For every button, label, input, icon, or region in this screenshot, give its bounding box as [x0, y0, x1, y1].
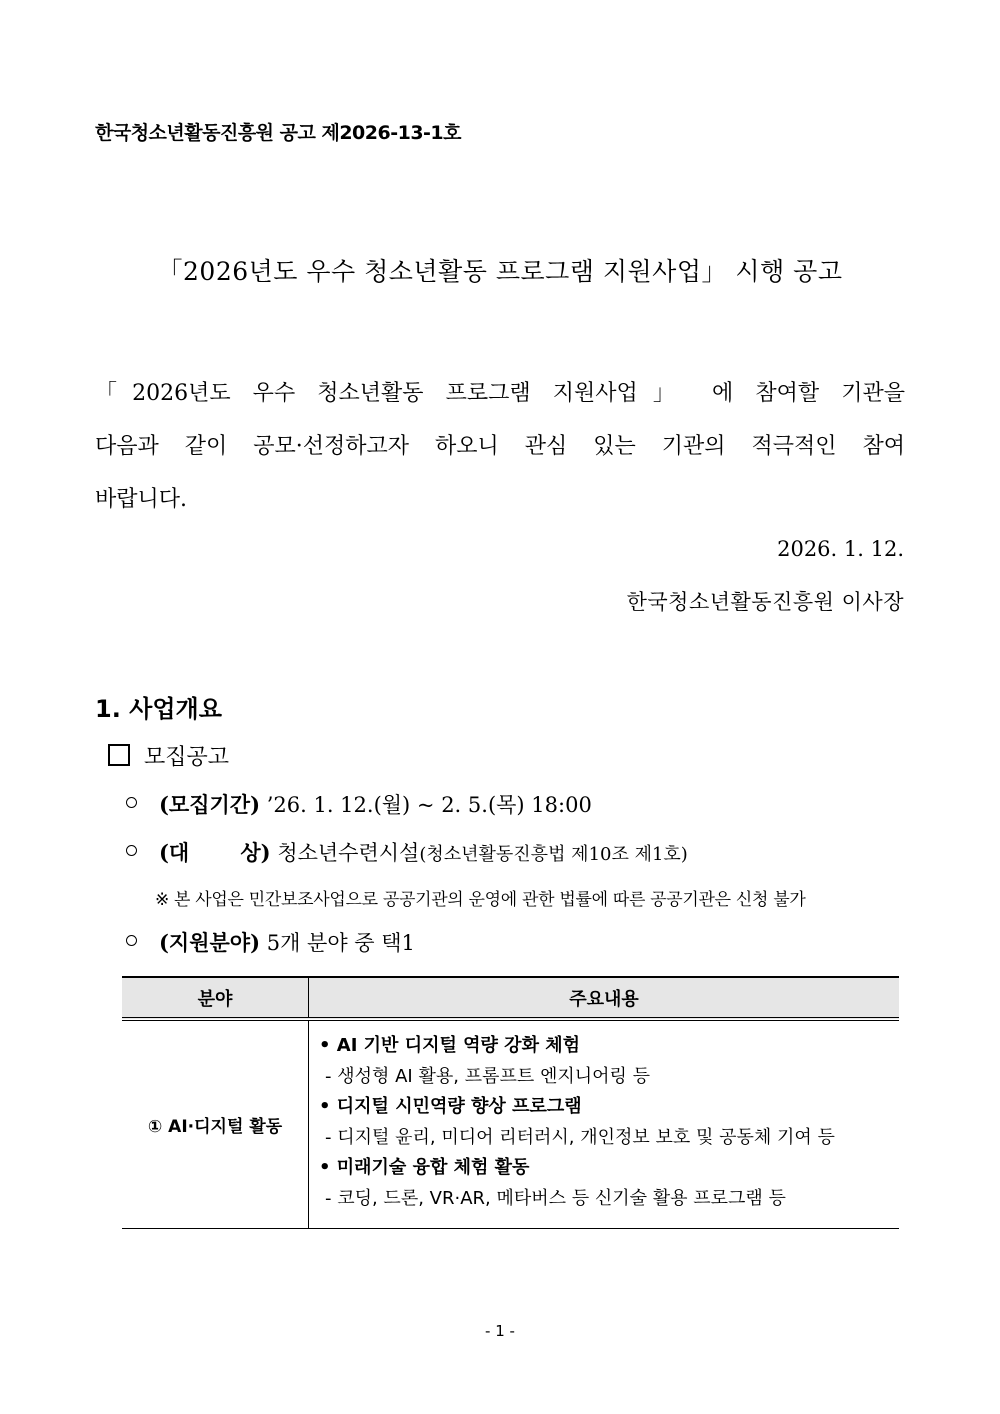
issuer: 한국청소년활동진흥원 이사장: [626, 590, 904, 614]
item-label: (대 상): [159, 840, 271, 865]
content-item-title: • 미래기술 융합 체험 활동: [319, 1157, 530, 1178]
eligibility-note: ※ 본 사업은 민간보조사업으로 공공기관의 운영에 관한 법률에 따른 공공기관은 신청 불가: [155, 890, 806, 910]
table-row: [122, 1019, 899, 1229]
content-item-title: • AI 기반 디지털 역량 강화 체험: [319, 1035, 580, 1056]
column-header: 주요내용: [309, 977, 900, 1019]
content-item-title: • 디지털 시민역량 향상 프로그램: [319, 1096, 582, 1117]
circle-bullet-icon: [126, 797, 137, 808]
section-heading: 1. 사업개요: [95, 695, 222, 723]
support-field-item: [126, 927, 415, 957]
target-item: [126, 837, 688, 867]
intro-line: 바랍니다.: [95, 487, 188, 512]
intro-line: 「2026년도 우수 청소년활동 프로그램 지원사업」 에 참여할 기관을: [95, 381, 905, 406]
item-label: (모집기간): [159, 792, 261, 817]
circle-bullet-icon: [126, 935, 137, 946]
recruit-period-item: [126, 789, 592, 819]
notice-number: 한국청소년활동진흥원 공고 제2026-13-1호: [95, 122, 461, 144]
content-cell: [309, 1019, 900, 1229]
intro-line: 다음과 같이 공모·선정하고자 하오니 관심 있는 기관의 적극적인 참여: [95, 434, 905, 459]
page-number: - 1 -: [485, 1322, 515, 1340]
sub-section-heading: [108, 740, 229, 771]
item-value-note: (청소년활동진흥법 제10조 제1호): [419, 844, 688, 865]
column-header: 분야: [122, 977, 309, 1019]
sub-section-label: 모집공고: [144, 745, 230, 770]
content-item-desc: - 코딩, 드론, VR·AR, 메타버스 등 신기술 활용 프로그램 등: [325, 1187, 786, 1209]
support-field-table: [122, 976, 899, 1229]
item-value: 5개 분야 중 택1: [266, 931, 415, 955]
notice-date: 2026. 1. 12.: [777, 537, 904, 561]
table-header-row: [122, 977, 899, 1019]
checkbox-square-icon: [108, 744, 130, 766]
circle-bullet-icon: [126, 845, 137, 856]
item-value: ’26. 1. 12.(월) ~ 2. 5.(목) 18:00: [266, 793, 592, 817]
field-name-cell: ① AI·디지털 활동: [122, 1019, 309, 1229]
document-title: 「2026년도 우수 청소년활동 프로그램 지원사업」 시행 공고: [157, 257, 843, 286]
content-item-desc: - 디지털 윤리, 미디어 리터러시, 개인정보 보호 및 공동체 기여 등: [325, 1126, 835, 1148]
intro-paragraph: [95, 367, 905, 526]
item-value: 청소년수련시설: [277, 841, 420, 865]
content-item-desc: - 생성형 AI 활용, 프롬프트 엔지니어링 등: [325, 1065, 650, 1087]
item-label: (지원분야): [159, 930, 261, 955]
